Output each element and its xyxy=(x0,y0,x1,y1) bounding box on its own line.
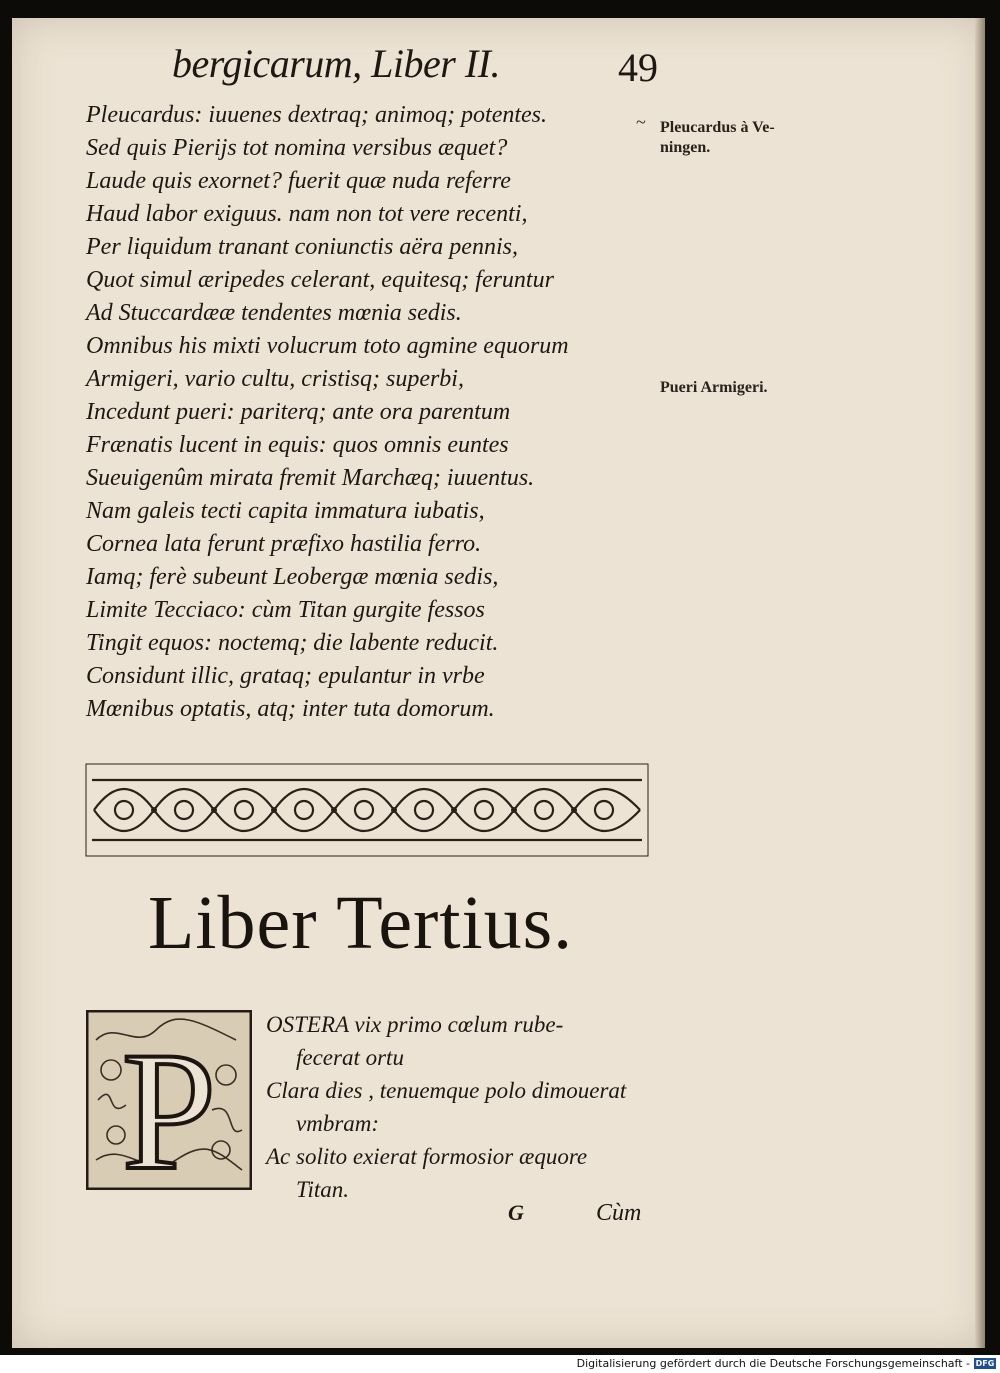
book-title: Liber Tertius. xyxy=(148,881,574,965)
verse-line: Pleucardus: iuuenes dextraq; animoq; potentes. xyxy=(86,102,548,128)
digitization-credit: Digitalisierung gefördert durch die Deutsche Forschungsgemeinschaft - xyxy=(576,1357,970,1370)
verse-line: Cornea lata ferunt præfixo hastilia ferro. xyxy=(86,531,482,557)
verse-line: Limite Tecciaco: cùm Titan gurgite fessos xyxy=(86,597,485,623)
catchword: Cùm xyxy=(596,1200,642,1226)
margin-note-pueri xyxy=(660,378,768,398)
opening-line: OSTERA vix primo cœlum rube- xyxy=(266,1012,564,1037)
opening-line: vmbram: xyxy=(296,1111,380,1136)
page-edge-shadow xyxy=(975,18,985,1348)
verse-line: Sed quis Pierijs tot nomina versibus æquet? xyxy=(86,135,508,161)
verse-line: Iamq; ferè subeunt Leobergæ mœnia sedis, xyxy=(86,564,499,590)
signature-mark: G xyxy=(508,1200,524,1225)
verse-line: Haud labor exiguus. nam non tot vere recenti, xyxy=(86,201,528,227)
digitization-footer xyxy=(0,1355,1000,1373)
margin-note-line: Pleucardus à Ve- xyxy=(660,119,775,136)
opening-line: Clara dies , tenuemque polo dimouerat xyxy=(266,1078,627,1103)
verse-block xyxy=(86,99,646,726)
opening-line: Titan. xyxy=(296,1177,350,1202)
verse-line: Per liquidum tranant coniunctis aëra pennis, xyxy=(86,234,518,260)
decorative-ornament-band xyxy=(84,762,650,858)
page-number: 49 xyxy=(618,45,658,90)
verse-line: Considunt illic, grataq; epulantur in vrbe xyxy=(86,663,485,689)
running-title: bergicarum, Liber II. xyxy=(172,41,500,86)
verse-line: Laude quis exornet? fuerit quæ nuda referre xyxy=(86,168,511,194)
verse-line: Sueuigenûm mirata fremit Marchæq; iuuentus. xyxy=(86,465,535,491)
dfg-logo: DFG xyxy=(975,1359,995,1368)
opening-paragraph xyxy=(266,1008,666,1206)
verse-line: Armigeri, vario cultu, cristisq; superbi, xyxy=(86,366,464,392)
verse-line: Incedunt pueri: pariterq; ante ora parentum xyxy=(86,399,511,425)
margin-note-line: ningen. xyxy=(660,139,711,156)
decorated-initial-P xyxy=(86,1010,252,1190)
opening-line: Ac solito exierat formosior æquore xyxy=(266,1144,588,1169)
margin-note-line: Pueri Armigeri. xyxy=(660,379,768,396)
verse-line: Omnibus his mixti volucrum toto agmine equorum xyxy=(86,333,569,359)
verse-line: Nam galeis tecti capita immatura iubatis, xyxy=(86,498,485,524)
verse-line: Quot simul æripedes celerant, equitesq; feruntur xyxy=(86,267,554,293)
verse-line: Frænatis lucent in equis: quos omnis euntes xyxy=(86,432,509,458)
initial-letter-glyph: P xyxy=(121,1017,217,1190)
opening-line: fecerat ortu xyxy=(296,1045,404,1070)
margin-note-marker: ~ xyxy=(636,112,646,132)
verse-line: Ad Stuccardææ tendentes mœnia sedis. xyxy=(86,300,462,326)
verse-line: Mœnibus optatis, atq; inter tuta domorum. xyxy=(86,696,495,722)
verse-line: Tingit equos: noctemq; die labente reducit. xyxy=(86,630,499,656)
margin-note-pleucardus xyxy=(660,118,775,158)
